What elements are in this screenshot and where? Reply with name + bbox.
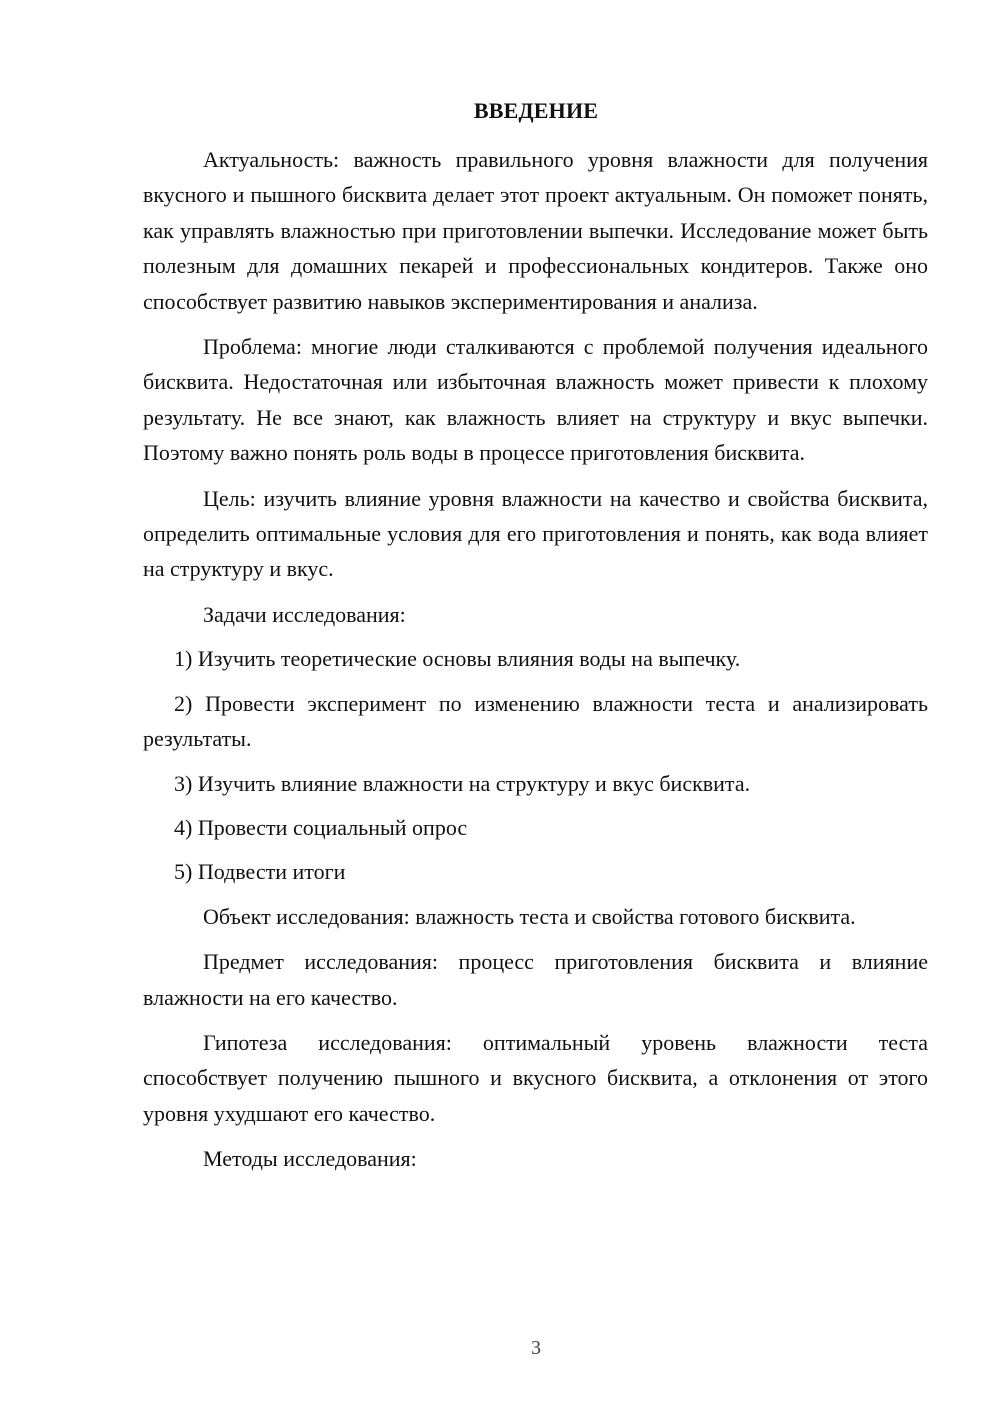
page-number: 3 — [531, 1337, 541, 1359]
methods-heading: Методы исследования: — [203, 1146, 417, 1172]
task-item-1: 1) Изучить теоретические основы влияния воды на выпечку. — [174, 646, 741, 672]
document-body — [143, 142, 928, 1177]
task-item-4: 4) Провести социальный опрос — [174, 814, 468, 840]
problem-paragraph: Проблема: многие люди сталкиваются с проблемой получения идеального бисквита. Недостаточная или избыточная влажность может привести к плохому результату. Не все знают, как влажность влияет на структуру и вкус выпечки. Поэтому важно понять роль воды в процессе приготовления бисквита. — [143, 334, 928, 466]
subject-paragraph: Предмет исследования: процесс приготовления бисквита и влияние влажности на его качество. — [143, 949, 928, 1010]
hypothesis-paragraph: Гипотеза исследования: оптимальный уровень влажности теста способствует получению пышного и вкусного бисквита, а отклонения от этого уровня ухудшают его качество. — [143, 1029, 928, 1126]
goal-paragraph: Цель: изучить влияние уровня влажности на качество и свойства бисквита, определить оптимальные условия для его приготовления и понять, как вода влияет на структуру и вкус. — [143, 485, 928, 582]
object-paragraph: Объект исследования: влажность теста и свойства готового бисквита. — [203, 903, 856, 929]
task-item-3: 3) Изучить влияние влажности на структуру и вкус бисквита. — [174, 770, 751, 796]
task-item-5: 5) Подвести итоги — [174, 859, 346, 885]
section-heading: ВВЕДЕНИЕ — [473, 98, 599, 123]
relevance-paragraph: Актуальность: важность правильного уровня влажности для получения вкусного и пышного бисквита делает этот проект актуальным. Он поможет понять, как управлять влажностью при приготовлении выпечки. Исследование может быть полезным для домашних пекарей и профессиональных кондитеров. Также оно способствует развитию навыков экспериментирования и анализа. — [143, 147, 928, 314]
tasks-heading: Задачи исследования: — [203, 601, 406, 627]
task-item-2: 2) Провести эксперимент по изменению влажности теста и анализировать результаты. — [143, 690, 928, 752]
